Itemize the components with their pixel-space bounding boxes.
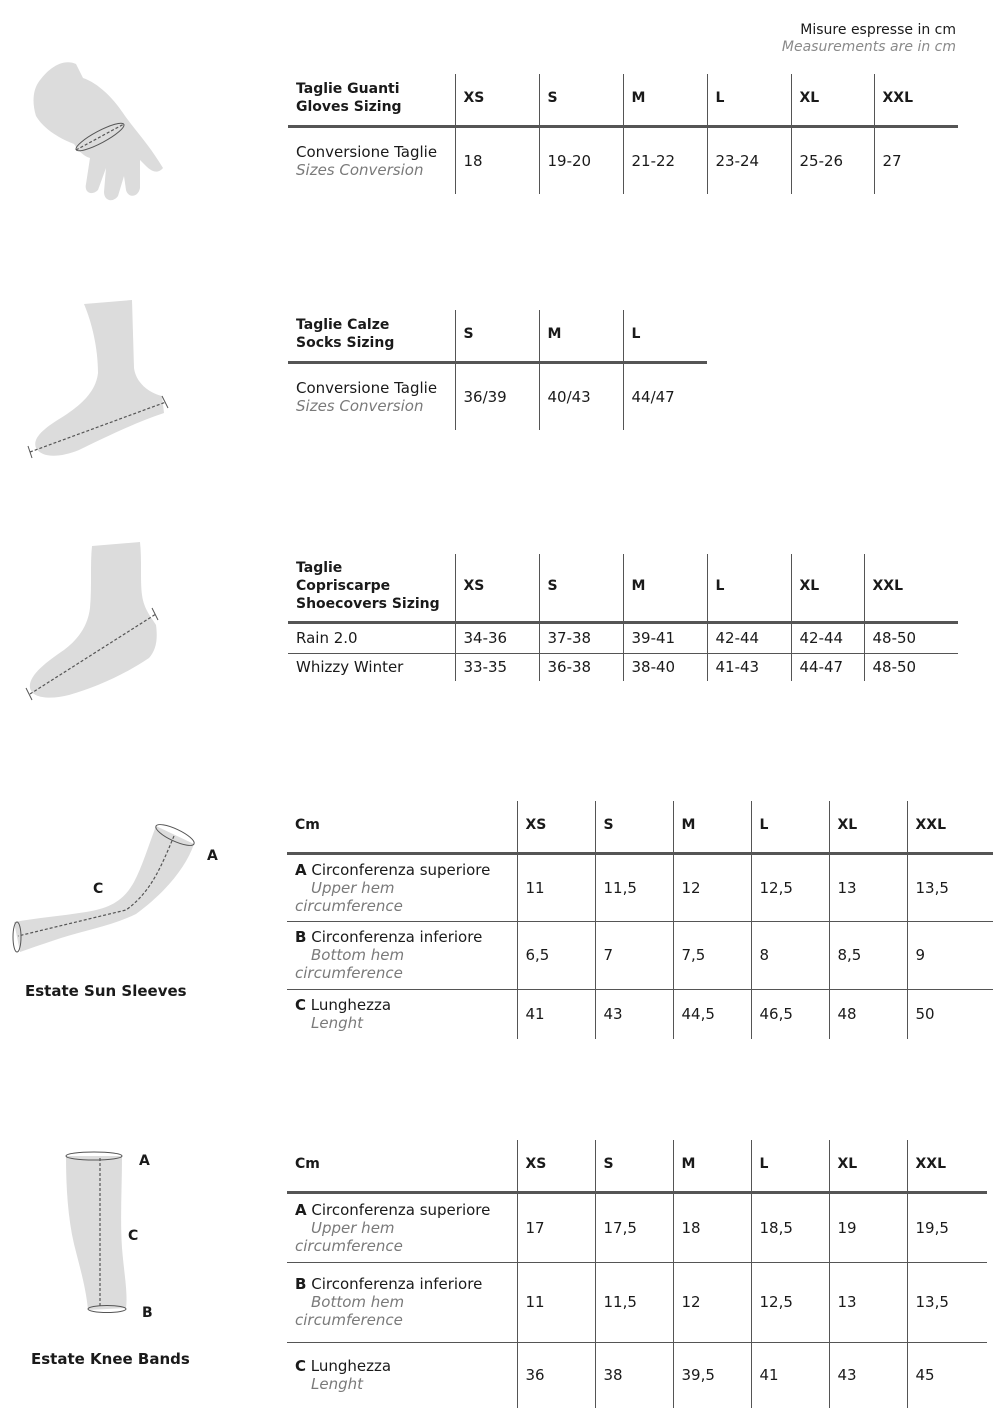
size-value: 42-44 bbox=[791, 622, 864, 653]
size-value: 27 bbox=[874, 126, 958, 194]
size-value: 48-50 bbox=[864, 653, 958, 681]
cm-header: Cm bbox=[287, 1140, 517, 1192]
size-value: 41-43 bbox=[707, 653, 791, 681]
size-header: S bbox=[539, 74, 623, 126]
hand-illustration bbox=[28, 58, 168, 204]
size-header: M bbox=[673, 1140, 751, 1192]
size-header: S bbox=[595, 801, 673, 853]
size-value: 7 bbox=[595, 921, 673, 989]
size-value: 48-50 bbox=[864, 622, 958, 653]
size-value: 17,5 bbox=[595, 1192, 673, 1262]
sleeves-sizing-table bbox=[287, 801, 993, 1039]
size-value: 12,5 bbox=[751, 1262, 829, 1342]
units-note-it: Misure espresse in cm bbox=[800, 22, 956, 38]
size-value: 8,5 bbox=[829, 921, 907, 989]
size-value: 44,5 bbox=[673, 989, 751, 1039]
size-header: XS bbox=[455, 554, 539, 622]
size-value: 39,5 bbox=[673, 1342, 751, 1408]
size-value: 17 bbox=[517, 1192, 595, 1262]
size-header: L bbox=[751, 801, 829, 853]
size-value: 11,5 bbox=[595, 1262, 673, 1342]
row-label: Rain 2.0 bbox=[288, 622, 455, 653]
row-label: A Circonferenza superiore Upper hem circumference bbox=[287, 1192, 517, 1262]
size-value: 36 bbox=[517, 1342, 595, 1408]
size-value: 36-38 bbox=[539, 653, 623, 681]
size-header: S bbox=[539, 554, 623, 622]
size-value: 21-22 bbox=[623, 126, 707, 194]
size-header: XS bbox=[455, 74, 539, 126]
size-value: 9 bbox=[907, 921, 993, 989]
size-value: 45 bbox=[907, 1342, 987, 1408]
row-label: C Lunghezza Lenght bbox=[295, 996, 392, 1033]
units-note bbox=[782, 22, 956, 56]
size-value: 50 bbox=[907, 989, 993, 1039]
size-header: M bbox=[623, 74, 707, 126]
sock-illustration bbox=[24, 298, 172, 462]
size-header: L bbox=[707, 74, 791, 126]
size-header: L bbox=[623, 310, 707, 362]
size-value: 44/47 bbox=[623, 362, 707, 430]
size-value: 18 bbox=[455, 126, 539, 194]
row-label: Whizzy Winter bbox=[296, 658, 404, 677]
size-header: L bbox=[751, 1140, 829, 1192]
size-value: 12 bbox=[673, 853, 751, 921]
marker-a: A bbox=[207, 848, 218, 864]
marker-c: C bbox=[128, 1228, 139, 1244]
size-value: 13 bbox=[829, 1262, 907, 1342]
shoecover-illustration bbox=[24, 540, 164, 702]
size-value: 12 bbox=[673, 1262, 751, 1342]
size-header: S bbox=[595, 1140, 673, 1192]
size-header: M bbox=[623, 554, 707, 622]
size-header: XXL bbox=[907, 1140, 987, 1192]
size-value: 25-26 bbox=[791, 126, 874, 194]
size-value: 46,5 bbox=[751, 989, 829, 1039]
cm-header: Cm bbox=[287, 801, 517, 853]
size-header: XL bbox=[829, 1140, 907, 1192]
row-label: Conversione Taglie Sizes Conversion bbox=[296, 378, 438, 415]
size-value: 44-47 bbox=[791, 653, 864, 681]
size-value: 8 bbox=[751, 921, 829, 989]
size-value: 42-44 bbox=[707, 622, 791, 653]
size-value: 19 bbox=[829, 1192, 907, 1262]
size-value: 43 bbox=[829, 1342, 907, 1408]
marker-a: A bbox=[139, 1153, 150, 1169]
size-value: 18 bbox=[673, 1192, 751, 1262]
size-value: 37-38 bbox=[539, 622, 623, 653]
gloves-sizing-table bbox=[288, 74, 958, 194]
size-value: 13,5 bbox=[907, 1262, 987, 1342]
knee-band-illustration bbox=[60, 1148, 132, 1320]
size-header: XXL bbox=[907, 801, 993, 853]
size-value: 41 bbox=[517, 989, 595, 1039]
size-header: M bbox=[539, 310, 623, 362]
gloves-title: Taglie Guanti Gloves Sizing bbox=[288, 74, 455, 126]
size-value: 11 bbox=[517, 853, 595, 921]
row-label: Conversione Taglie Sizes Conversion bbox=[296, 142, 438, 179]
size-value: 19,5 bbox=[907, 1192, 987, 1262]
size-value: 33-35 bbox=[455, 653, 539, 681]
size-value: 36/39 bbox=[455, 362, 539, 430]
size-value: 48 bbox=[829, 989, 907, 1039]
size-header: XS bbox=[517, 1140, 595, 1192]
size-value: 23-24 bbox=[707, 126, 791, 194]
size-value: 38-40 bbox=[623, 653, 707, 681]
size-value: 6,5 bbox=[517, 921, 595, 989]
size-value: 12,5 bbox=[751, 853, 829, 921]
size-header: XXL bbox=[874, 74, 958, 126]
size-value: 13 bbox=[829, 853, 907, 921]
shoecovers-title: Taglie Copriscarpe Shoecovers Sizing bbox=[288, 554, 455, 622]
row-label: B Circonferenza inferiore Bottom hem circumference bbox=[287, 1262, 517, 1342]
size-value: 13,5 bbox=[907, 853, 993, 921]
size-value: 39-41 bbox=[623, 622, 707, 653]
size-header: XL bbox=[791, 554, 864, 622]
size-value: 38 bbox=[595, 1342, 673, 1408]
shoecovers-sizing-table bbox=[288, 554, 958, 681]
marker-c: C bbox=[93, 881, 104, 897]
socks-title: Taglie Calze Socks Sizing bbox=[288, 310, 455, 362]
size-value: 43 bbox=[595, 989, 673, 1039]
size-value: 40/43 bbox=[539, 362, 623, 430]
size-header: XL bbox=[829, 801, 907, 853]
size-value: 11 bbox=[517, 1262, 595, 1342]
size-header: L bbox=[707, 554, 791, 622]
size-header: M bbox=[673, 801, 751, 853]
size-value: 34-36 bbox=[455, 622, 539, 653]
size-value: 19-20 bbox=[539, 126, 623, 194]
size-value: 7,5 bbox=[673, 921, 751, 989]
socks-sizing-table bbox=[288, 310, 707, 430]
size-value: 18,5 bbox=[751, 1192, 829, 1262]
size-value: 41 bbox=[751, 1342, 829, 1408]
size-header: XL bbox=[791, 74, 874, 126]
row-label: C Lunghezza Lenght bbox=[295, 1357, 392, 1394]
product-name: Estate Sun Sleeves bbox=[25, 982, 187, 1000]
units-note-en: Measurements are in cm bbox=[781, 39, 956, 55]
product-name: Estate Knee Bands bbox=[31, 1350, 190, 1368]
size-value: 11,5 bbox=[595, 853, 673, 921]
marker-b: B bbox=[142, 1305, 153, 1321]
size-header: XXL bbox=[864, 554, 958, 622]
knee-bands-sizing-table bbox=[287, 1140, 987, 1408]
row-label: B Circonferenza inferiore Bottom hem circumference bbox=[287, 921, 517, 989]
size-header: S bbox=[455, 310, 539, 362]
size-header: XS bbox=[517, 801, 595, 853]
row-label: A Circonferenza superiore Upper hem circumference bbox=[287, 853, 517, 921]
